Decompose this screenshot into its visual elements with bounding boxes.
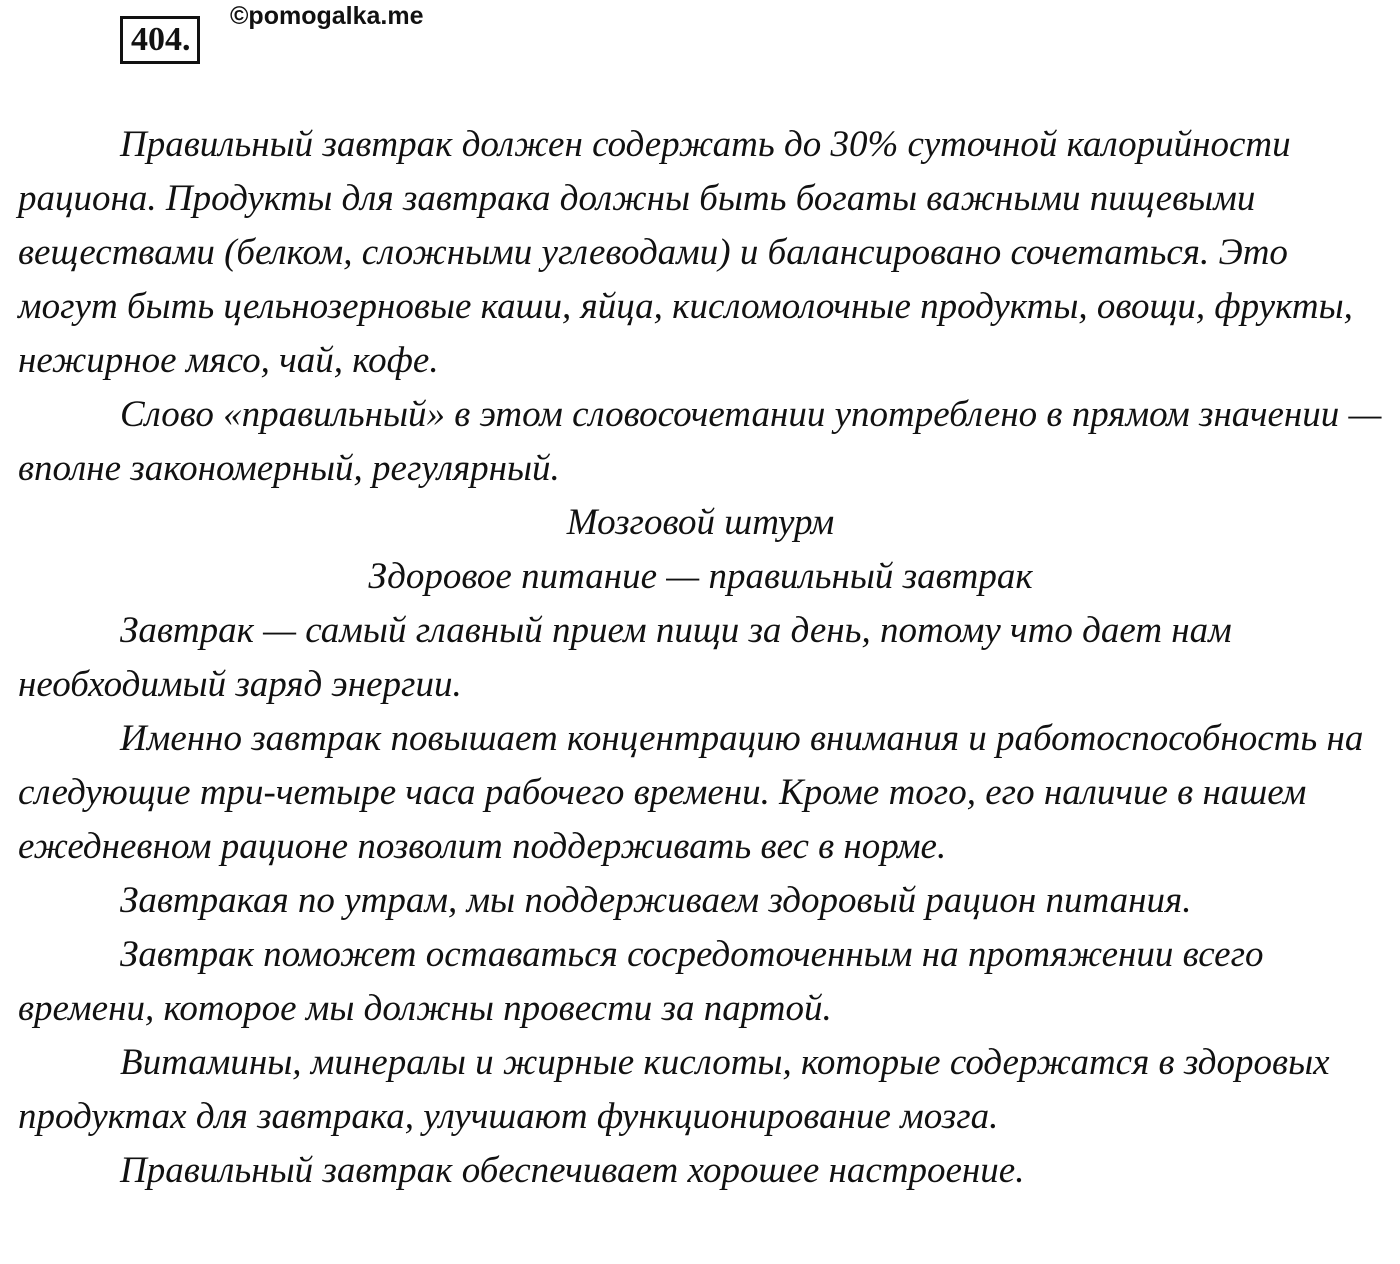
watermark: ©pomogalka.me — [230, 2, 424, 30]
paragraph-intro: Правильный завтрак должен содержать до 30% суточной калорийности рациона. Продукты для завтрака должны быть богаты важными пищевыми веществами (белком, сложными углеводами) и балансировано сочетаться. Это могут быть цельнозерновые каши, яйца, кисломолочные продукты, овощи, фрукты, нежирное мясо, чай, кофе. — [18, 124, 1353, 381]
task-number-box — [120, 16, 200, 64]
paragraph-focus: Завтрак поможет оставаться сосредоточенным на протяжении всего времени, которое мы должны провести за партой. — [18, 934, 1264, 1029]
paragraph-vitamins: Витамины, минералы и жирные кислоты, которые содержатся в здоровых продуктах для завтрака, улучшают функционирование мозга. — [18, 1042, 1330, 1137]
section-heading: Мозговой штурм — [566, 502, 835, 543]
paragraph-energy: Завтрак — самый главный прием пищи за день, потому что дает нам необходимый заряд энергии. — [18, 610, 1232, 705]
paragraph-mood: Правильный завтрак обеспечивает хорошее настроение. — [120, 1150, 1025, 1191]
task-number-dot: . — [182, 21, 191, 58]
document-body — [18, 118, 1383, 1198]
task-number: 404 — [131, 21, 182, 58]
paragraph-concentration: Именно завтрак повышает концентрацию внимания и работоспособность на следующие три-четыре часа рабочего времени. Кроме того, его наличие в нашем ежедневном рационе позволит поддерживать вес в норме. — [18, 718, 1364, 867]
paragraph-word-meaning: Слово «правильный» в этом словосочетании употреблено в прямом значении — вполне закономерный, регулярный. — [18, 394, 1382, 489]
section-subheading: Здоровое питание — правильный завтрак — [368, 556, 1033, 597]
paragraph-diet: Завтракая по утрам, мы поддерживаем здоровый рацион питания. — [120, 880, 1192, 921]
